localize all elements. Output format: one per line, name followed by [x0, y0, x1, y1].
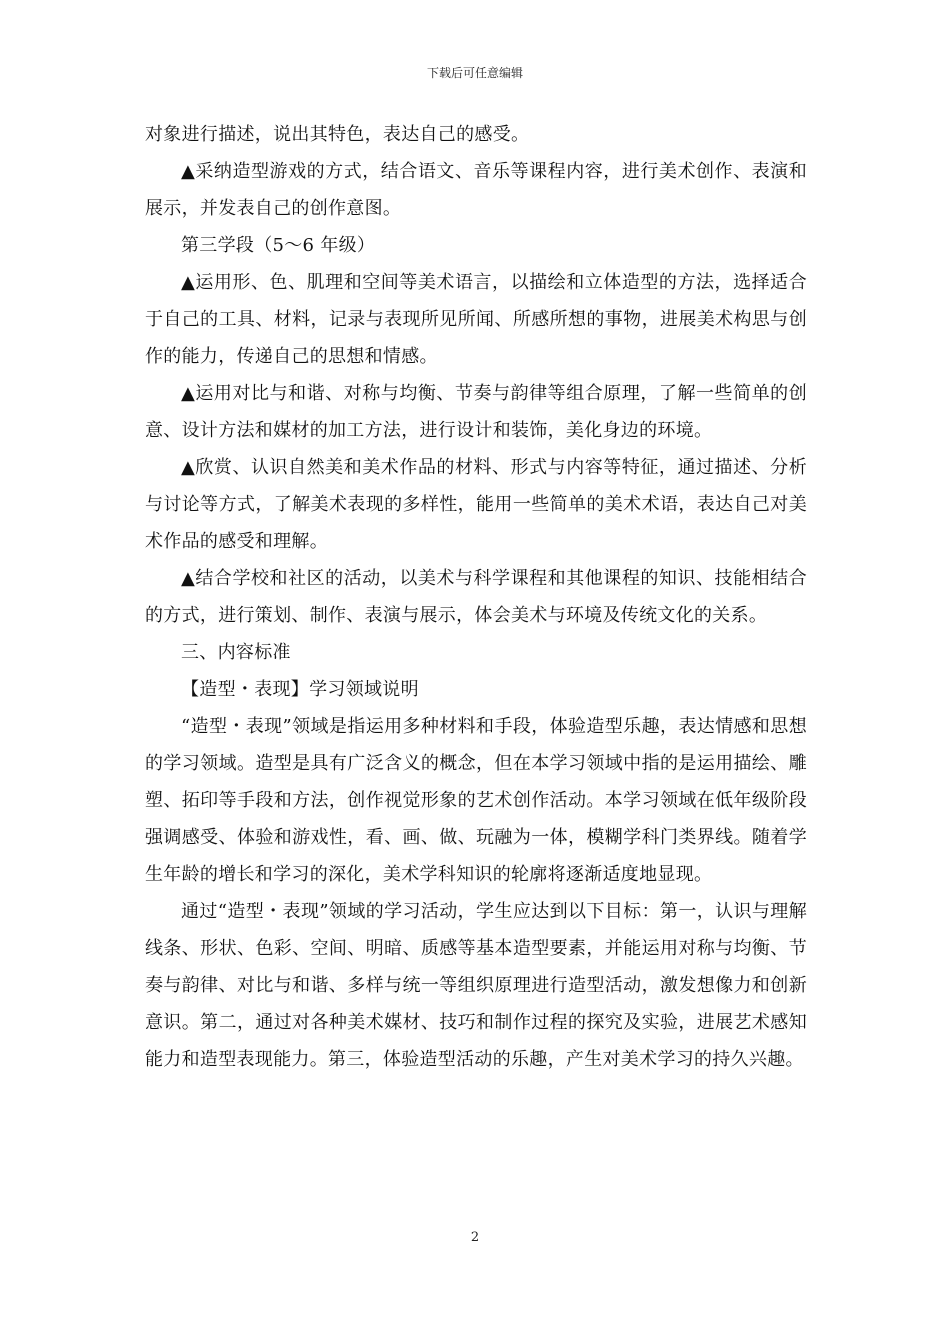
- section-subheading: 【造型・表现】学习领域说明: [181, 679, 419, 700]
- paragraph-item: ▲采纳造型游戏的方式，结合语文、音乐等课程内容，进行美术创作、表演和展示，并发表自己的创作意图。: [145, 161, 807, 219]
- page-header: 下载后可任意编辑: [426, 66, 523, 80]
- document-body: [145, 116, 807, 1078]
- section-subheading: 第三学段（5～6 年级）: [181, 235, 376, 256]
- section-heading: 三、内容标准: [181, 642, 291, 663]
- paragraph-body: “造型・表现”领域是指运用多种材料和手段，体验造型乐趣，表达情感和思想的学习领域。造型是具有广泛含义的概念，但在本学习领域中指的是运用描绘、雕塑、拓印等手段和方法，创作视觉形象的艺术创作活动。本学习领域在低年级阶段强调感受、体验和游戏性，看、画、做、玩融为一体，模糊学科门类界线。随着学生年龄的增长和学习的深化，美术学科知识的轮廓将逐渐适度地显现。: [145, 716, 807, 885]
- paragraph-body: 通过“造型・表现”领域的学习活动，学生应达到以下目标：第一，认识与理解线条、形状、色彩、空间、明暗、质感等基本造型要素，并能运用对称与均衡、节奏与韵律、对比与和谐、多样与统一等组织原理进行造型活动，激发想像力和创新意识。第二，通过对各种美术媒材、技巧和制作过程的探究及实验，进展艺术感知能力和造型表现能力。第三，体验造型活动的乐趣，产生对美术学习的持久兴趣。: [145, 901, 807, 1070]
- page-number: 2: [470, 1230, 480, 1245]
- paragraph-continuation: 对象进行描述，说出其特色，表达自己的感受。: [145, 124, 530, 145]
- paragraph-item: ▲运用对比与和谐、对称与均衡、节奏与韵律等组合原理，了解一些简单的创意、设计方法和媒材的加工方法，进行设计和装饰，美化身边的环境。: [145, 383, 807, 441]
- paragraph-item: ▲结合学校和社区的活动，以美术与科学课程和其他课程的知识、技能相结合的方式，进行策划、制作、表演与展示，体会美术与环境及传统文化的关系。: [145, 568, 807, 626]
- paragraph-item: ▲欣赏、认识自然美和美术作品的材料、形式与内容等特征，通过描述、分析与讨论等方式，了解美术表现的多样性，能用一些简单的美术术语，表达自己对美术作品的感受和理解。: [145, 457, 807, 552]
- paragraph-item: ▲运用形、色、肌理和空间等美术语言，以描绘和立体造型的方法，选择适合于自己的工具、材料，记录与表现所见所闻、所感所想的事物，进展美术构思与创作的能力，传递自己的思想和情感。: [145, 272, 807, 367]
